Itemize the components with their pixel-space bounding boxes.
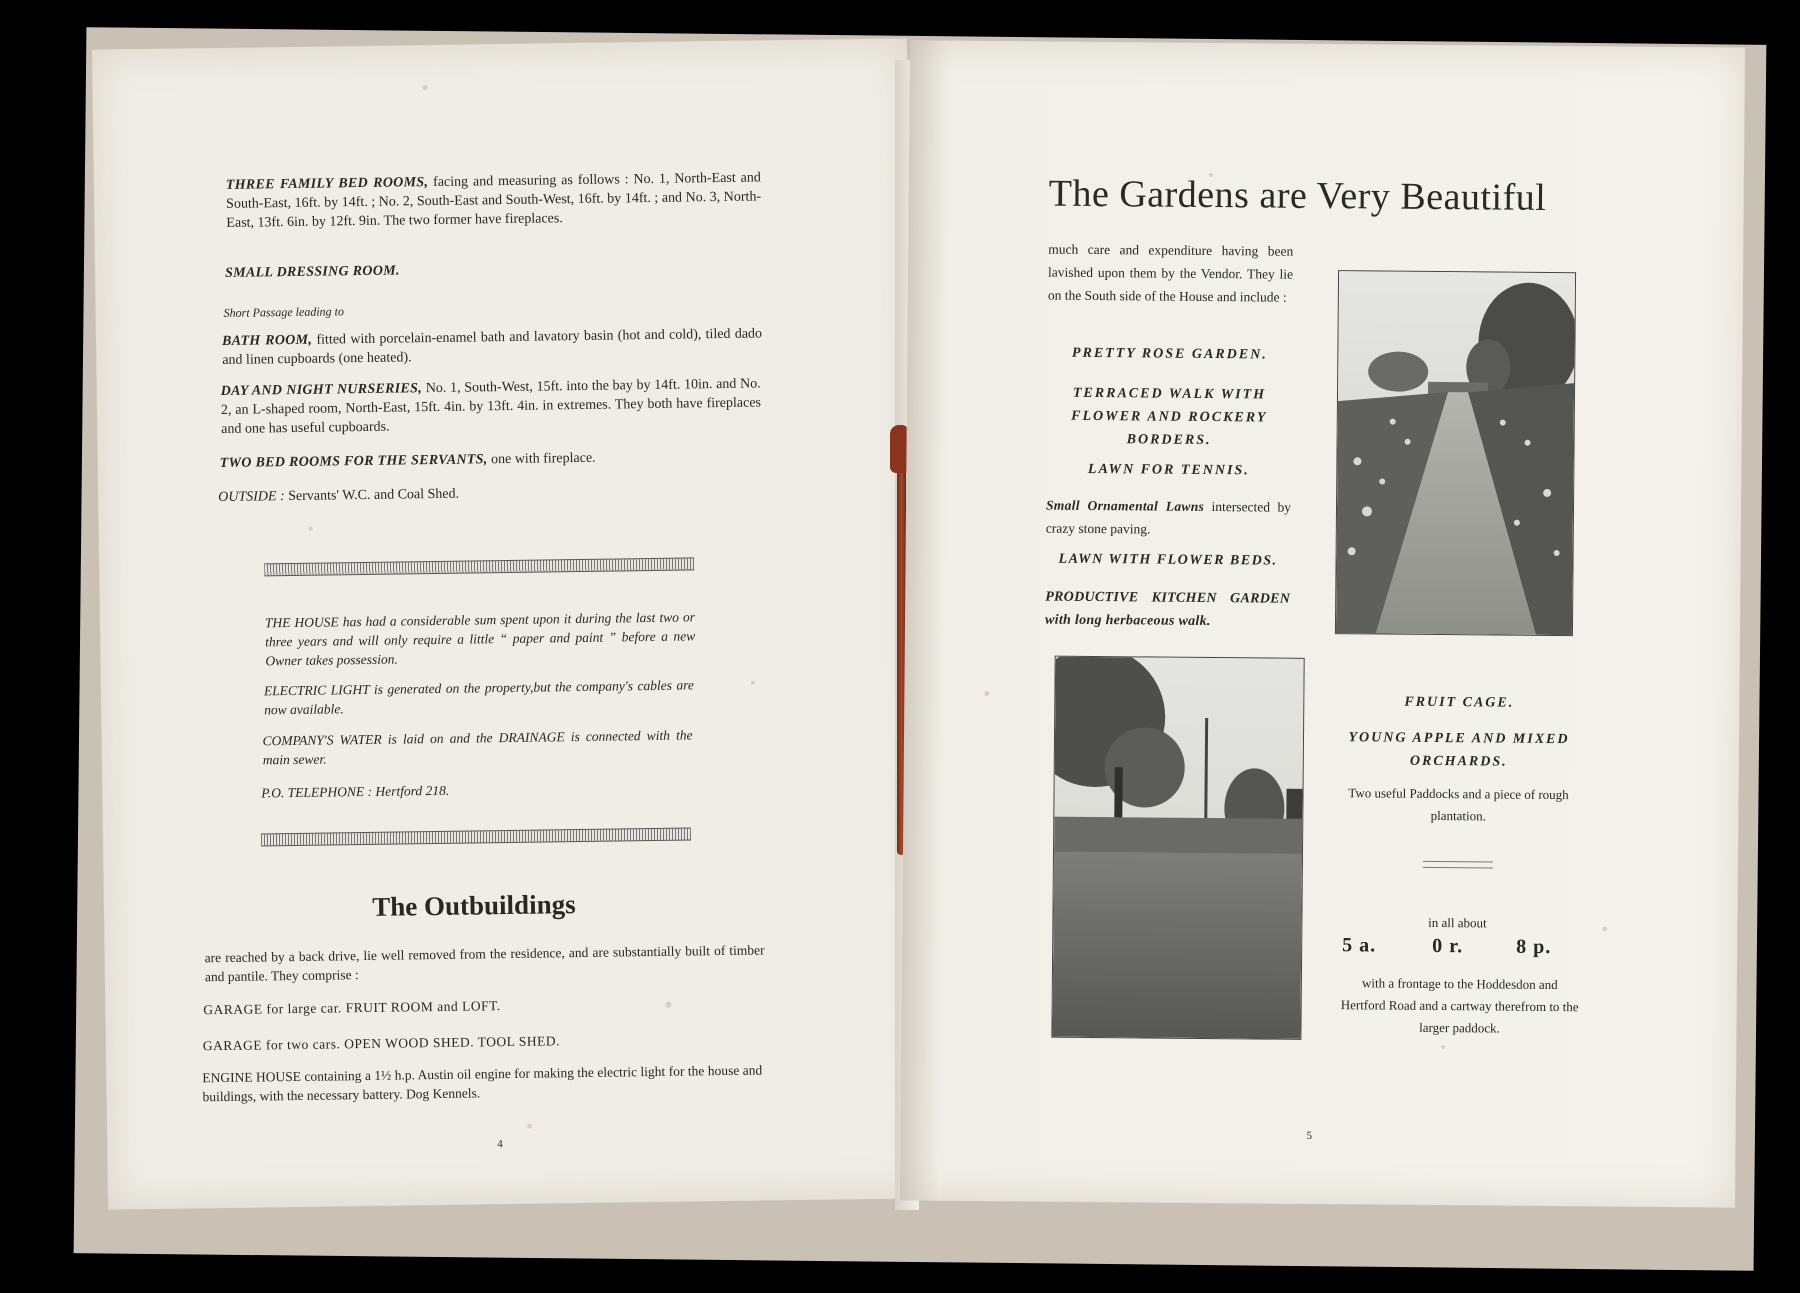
foxing-spot xyxy=(1602,926,1607,931)
foxing-spot xyxy=(422,85,427,90)
bedrooms-label: THREE FAMILY BED ROOMS, xyxy=(225,175,429,193)
outbuildings-heading: The Outbuildings xyxy=(372,889,576,922)
bathroom-paragraph xyxy=(222,324,762,370)
house-note-label: THE HOUSE xyxy=(264,614,339,631)
feature-kitchen-garden xyxy=(1045,586,1290,634)
bedrooms-paragraph xyxy=(226,168,762,232)
electric-light-text: is generated on the property,but the company's cables are now available. xyxy=(264,677,694,718)
feature-terraced-walk: TERRACED WALK WITH FLOWER AND ROCKERY BORDERS. xyxy=(1071,385,1268,449)
decorative-rule-bottom xyxy=(261,827,691,846)
foxing-spot xyxy=(527,1124,532,1129)
house-note-text: has had a considerable sum spent upon it during the last two or three years and will only require a little “ paper and paint ” before a new Owner takes possession. xyxy=(265,609,696,669)
servants-rooms-label: TWO BED ROOMS FOR THE SERVANTS, xyxy=(219,452,488,472)
outside-label: OUTSIDE : xyxy=(218,489,285,506)
dressing-room-heading: SMALL DRESSING ROOM. xyxy=(224,263,400,281)
foxing-spot xyxy=(984,691,989,696)
foxing-spot xyxy=(751,681,755,685)
nurseries-paragraph xyxy=(221,374,762,439)
water-mid-text: is laid on and the xyxy=(387,730,493,747)
gardens-title: The Gardens are Very Beautiful xyxy=(1048,172,1547,219)
area-acres: 5 a. xyxy=(1342,934,1377,957)
nurseries-label: DAY AND NIGHT NURSERIES, xyxy=(220,381,423,399)
outbuildings-garage-small: GARAGE for two cars. OPEN WOOD SHED. TOOL SHED. xyxy=(202,1033,561,1054)
nurseries-text: No. 1, South-West, 15ft. into the bay by 14ft. 10in. and No. 2, an L-shaped room, North-East, 15ft. 4in. by 13ft. 4in. in extremes. They both have fireplaces and one has useful cupboards. xyxy=(220,376,762,437)
outbuildings-intro: are reached by a back drive, lie well removed from the residence, and are substantially built of timber and pantile. They comprise : xyxy=(204,942,765,985)
telephone-note xyxy=(261,777,691,802)
area-perches: 8 p. xyxy=(1516,935,1552,959)
drainage-text: is connected with the main sewer. xyxy=(262,727,693,768)
page-number-right: 5 xyxy=(1306,1129,1313,1142)
house-note xyxy=(265,607,696,670)
electric-light-note xyxy=(264,675,694,719)
lawn-trees-photo-image xyxy=(1052,657,1303,1039)
kitchen-garden-text: with long herbaceous walk. xyxy=(1044,612,1211,630)
bathroom-label: BATH ROOM, xyxy=(221,332,313,349)
foxing-spot xyxy=(1441,1045,1445,1049)
kitchen-garden-label: PRODUCTIVE KITCHEN GARDEN xyxy=(1045,589,1291,607)
lawn-trees-photo xyxy=(1051,656,1304,1040)
feature-rose-garden: PRETTY ROSE GARDEN. xyxy=(1071,345,1268,363)
paddocks: Two useful Paddocks and a piece of rough plantation. xyxy=(1348,785,1569,824)
drainage-label: DRAINAGE xyxy=(498,729,565,746)
orchards: YOUNG APPLE AND MIXED ORCHARDS. xyxy=(1348,730,1570,770)
area-roods: 0 r. xyxy=(1432,934,1464,958)
feature-tennis-lawn: LAWN FOR TENNIS. xyxy=(1087,461,1250,479)
feature-ornamental-lawns xyxy=(1046,494,1291,542)
ornamental-lawns-text: intersected by crazy stone paving. xyxy=(1045,499,1292,537)
frontage-note: with a frontage to the Hoddesdon and Hertford Road and a cartway therefrom to the larger paddock. xyxy=(1340,975,1579,1036)
fruit-cage: FRUIT CAGE. xyxy=(1404,694,1515,711)
water-label: COMPANY'S WATER xyxy=(262,731,382,749)
outbuildings-engine-house: ENGINE HOUSE containing a 1½ h.p. Austin oil engine for making the electric light for the house and buildings, with the necessary battery. Dog Kennels. xyxy=(202,1062,763,1105)
water-drainage-note xyxy=(262,725,692,769)
telephone-label: P.O. TELEPHONE : xyxy=(261,783,373,801)
garden-path-photo xyxy=(1335,270,1576,636)
servants-rooms-paragraph xyxy=(220,446,760,473)
garden-path-photo-image xyxy=(1336,271,1575,635)
gardens-intro: much care and expenditure having been lavished upon them by the Vendor. They lie on the South side of the House and include : xyxy=(1047,241,1294,305)
ornamental-lawns-label: Small Ornamental Lawns xyxy=(1045,497,1205,514)
outside-paragraph xyxy=(218,480,758,507)
left-page xyxy=(92,38,923,1209)
servants-rooms-text: one with fireplace. xyxy=(490,450,596,468)
decorative-rule-top xyxy=(264,557,694,576)
passage-note: Short Passage leading to xyxy=(223,304,345,320)
feature-lawn-flower-beds: LAWN WITH FLOWER BEDS. xyxy=(1058,551,1278,569)
outside-text: Servants' W.C. and Coal Shed. xyxy=(288,486,460,505)
page-number-left: 4 xyxy=(497,1138,503,1151)
short-divider xyxy=(1423,861,1493,869)
electric-light-label: ELECTRIC LIGHT xyxy=(263,681,370,699)
bathroom-text: fitted with porcelain-enamel bath and lavatory basin (hot and cold), tiled dado and linen cupboards (one heated). xyxy=(222,326,763,368)
right-page xyxy=(900,40,1745,1207)
outbuildings-garage-large: GARAGE for large car. FRUIT ROOM and LOFT. xyxy=(203,998,501,1018)
bedrooms-text: facing and measuring as follows : No. 1, North-East and South-East, 16ft. by 14ft. ; No. 2, South-East and South-West, 16ft. by 14ft. ; and No. 3, North-East, 13ft. 6in. by 12ft. 9in. The two former have fireplaces. xyxy=(226,170,762,231)
in-all-about: in all about xyxy=(1428,914,1487,931)
telephone-text: Hertford 218. xyxy=(375,782,450,799)
foxing-spot xyxy=(309,527,313,531)
